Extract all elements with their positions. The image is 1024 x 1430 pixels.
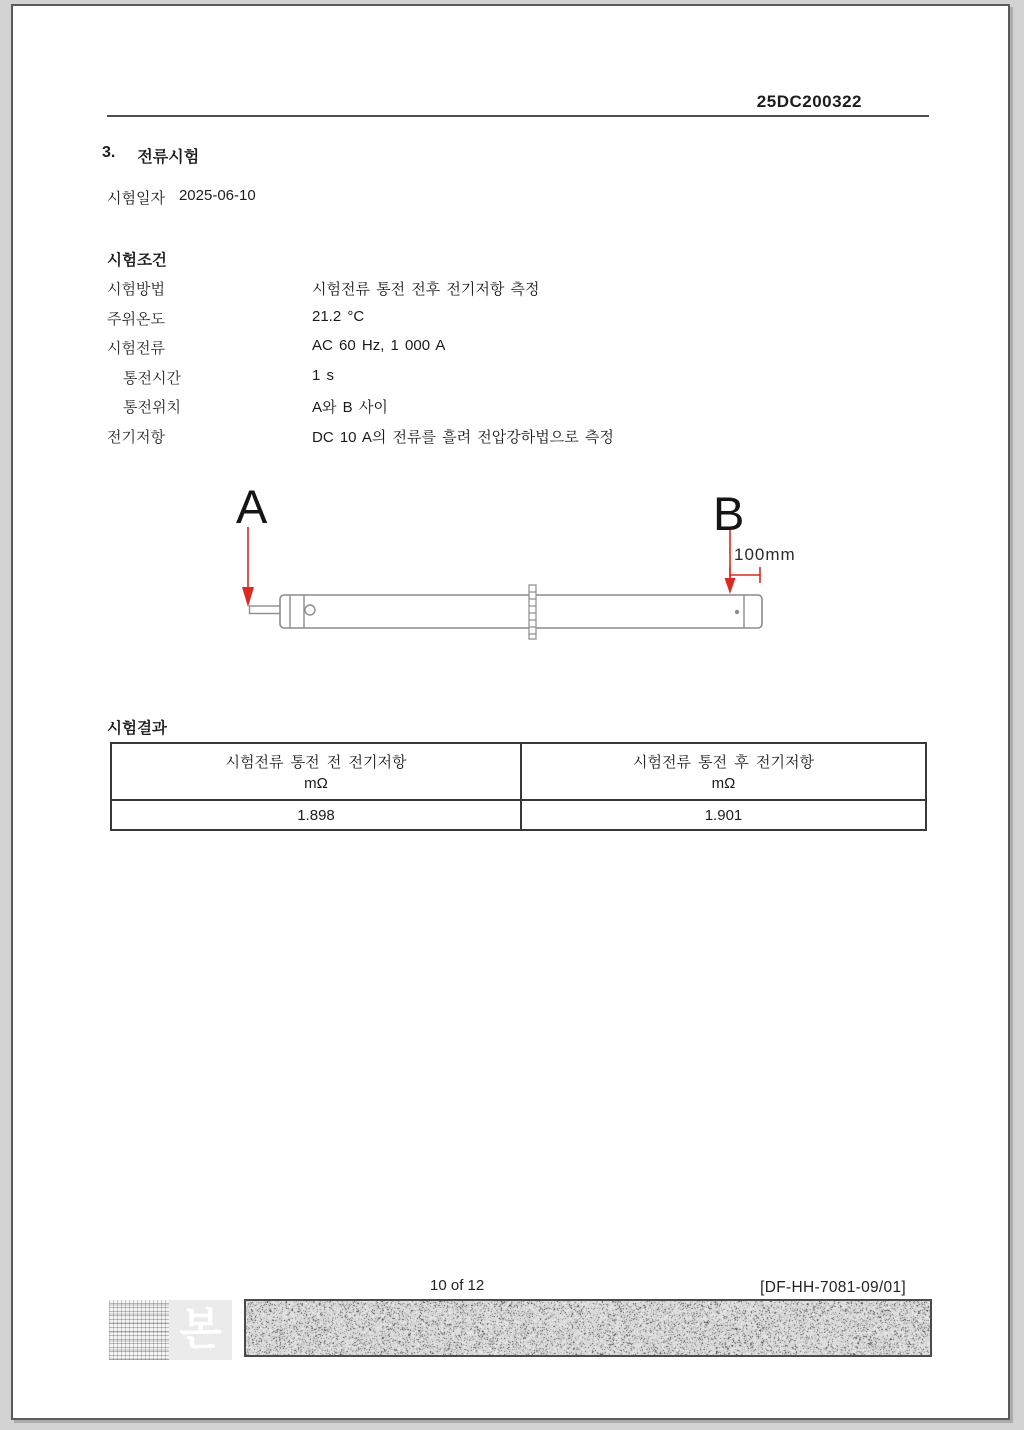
condition-value: DC 10 A의 전류를 흘려 전압강하법으로 측정 — [312, 428, 614, 446]
document-page — [11, 4, 1010, 1420]
results-value-before: 1.898 — [112, 801, 522, 829]
condition-row — [107, 308, 967, 338]
conditions-heading: 시험조건 — [107, 252, 167, 269]
stamp-hatch-pattern — [109, 1300, 169, 1360]
conditions-list — [107, 278, 967, 455]
condition-row — [107, 396, 967, 426]
results-col-unit: mΩ — [304, 775, 328, 792]
results-col-title: 시험전류 통전 전 전기저항 — [225, 754, 407, 771]
condition-label: 전기저항 — [107, 428, 165, 446]
condition-value: AC 60 Hz, 1 000 A — [312, 337, 446, 354]
doc-code: [DF-HH-7081-09/01] — [760, 1279, 906, 1296]
device-middle-strip — [529, 585, 536, 639]
test-date-value: 2025-06-10 — [178, 187, 256, 204]
results-col-unit: mΩ — [711, 775, 736, 792]
arrow-b — [725, 530, 736, 594]
results-col-title: 시험전류 통전 후 전기저항 — [633, 754, 814, 771]
noise-band-canvas — [246, 1301, 930, 1355]
condition-row — [107, 426, 967, 456]
results-heading: 시험결과 — [107, 720, 167, 737]
condition-value: 시험전류 통전 전후 전기저항 측정 — [312, 281, 540, 298]
security-noise-band — [244, 1299, 932, 1357]
diagram-point-a-label: A — [236, 480, 269, 533]
arrow-a — [242, 527, 254, 607]
results-value-after: 1.901 — [704, 806, 743, 824]
test-date-row — [107, 187, 256, 208]
condition-label: 통전시간 — [123, 369, 181, 387]
section-title-text: 전류시험 — [137, 149, 200, 166]
section-number: 3. — [102, 144, 116, 161]
doc-number: 25DC200322 — [756, 92, 862, 111]
page-indicator: 10 of 12 — [430, 1277, 485, 1294]
condition-row — [107, 337, 967, 367]
header-rule — [107, 115, 929, 117]
condition-label: 통전위치 — [123, 399, 181, 416]
device-right-hole — [735, 610, 739, 614]
original-stamp — [109, 1300, 232, 1360]
device-left-hole — [305, 605, 315, 615]
device-tube-body — [280, 595, 762, 628]
results-table — [110, 742, 927, 831]
specimen-diagram — [213, 474, 793, 654]
device-lead-rod — [250, 606, 281, 614]
diagram-point-b-label: B — [713, 487, 745, 540]
condition-value: 1 s — [312, 366, 335, 384]
condition-label: 주위온도 — [107, 310, 165, 328]
results-col-header-before — [112, 744, 522, 801]
test-date-label: 시험일자 — [107, 190, 165, 207]
stamp-char-box — [169, 1300, 232, 1360]
condition-label: 시험방법 — [107, 281, 165, 298]
condition-label: 시험전류 — [107, 340, 165, 357]
section-title — [102, 144, 199, 167]
condition-row — [107, 367, 967, 397]
stamp-character: 본 — [179, 1305, 222, 1354]
condition-row — [107, 278, 967, 308]
results-col-header-after — [522, 744, 925, 801]
condition-value: A와 B 사이 — [312, 399, 388, 416]
diagram-dimension-label: 100mm — [734, 545, 796, 564]
condition-value: 21.2 °C — [312, 307, 365, 325]
